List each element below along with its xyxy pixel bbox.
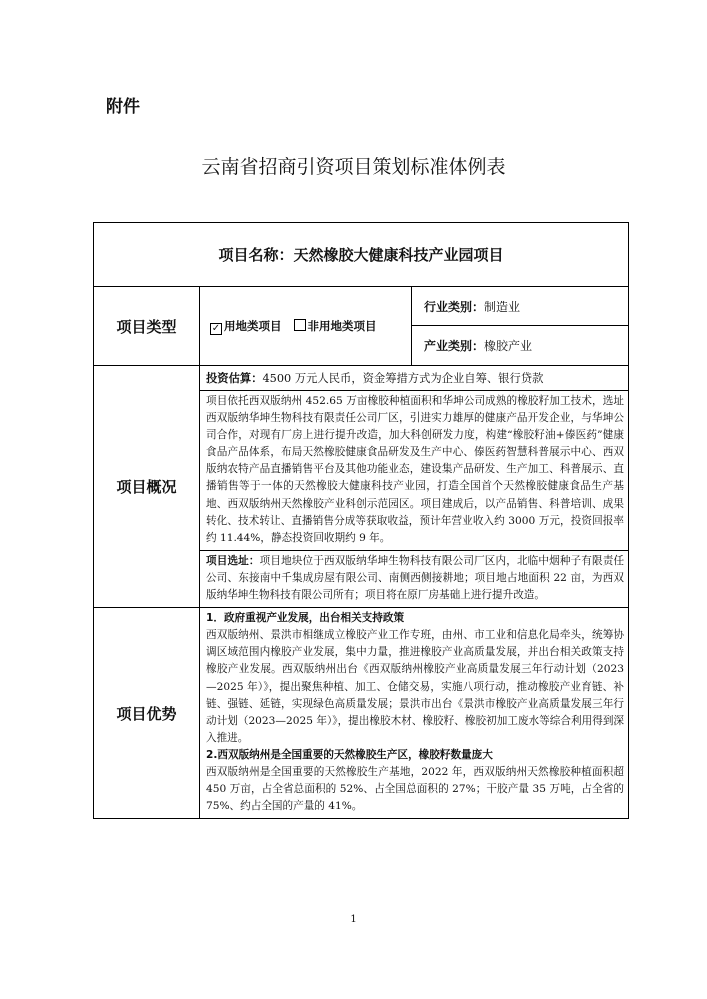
advantages-row [94, 608, 629, 819]
industry-label: 行业类别： [424, 299, 485, 314]
land-type-options [200, 287, 412, 366]
sector-category [412, 326, 629, 366]
project-overview-label: 项目概况 [94, 366, 200, 608]
nonland-project-option: 非用地类项目 [307, 318, 377, 333]
project-name-row [94, 223, 629, 287]
investment-estimate [200, 366, 629, 391]
attachment-label: 附件 [106, 97, 140, 117]
project-type-label: 项目类型 [94, 287, 200, 366]
advantage-heading-1: 1．政府重视产业发展，出台相关支持政策 [206, 612, 405, 625]
project-advantages [200, 608, 629, 819]
overview-row [94, 366, 629, 391]
sector-label: 产业类别： [424, 339, 485, 353]
site-text: 项目地块位于西双版纳华坤生物科技有限公司厂区内，北临中烟种子有限责任公司、东接南中千集成房屋有限公司、南侧西侧接耕地；项目地占地面积 22 亩，为西双版纳华坤生物科技有限公司所有；项目将在原厂房基础上进行提升改造。 [206, 554, 625, 602]
advantage-paragraph-1: 西双版纳州、景洪市相继成立橡胶产业工作专班，由州、市工业和信息化局牵头，统筹协调区域范围内橡胶产业发展，集中力量，推进橡胶产业高质量发展，并出台相关政策支持橡胶产业发展。西双版纳州出台《西双版纳州橡胶产业高质量发展三年行动计划（2023—2025 年）》，提出聚焦种植、加工、仓储交易，实施八项行动，推动橡胶产业育链、补链、强链、延链，实现绿色高质量发展；景洪市出台《景洪市橡胶产业高质量发展三年行动计划（2023—2025 年）》，提出橡胶木材、橡胶籽、橡胶初加工废水等综合利用得到深入推进。 [206, 629, 625, 744]
investment-label: 投资估算： [206, 372, 263, 385]
investment-text: 4500 万元人民币，资金筹措方式为企业自筹、银行贷款 [262, 372, 544, 385]
document-title: 云南省招商引资项目策划标准体例表 [201, 156, 506, 178]
land-project-option: 用地类项目 [224, 318, 282, 333]
industry-category [412, 287, 629, 326]
site-label: 项目选址： [206, 554, 260, 567]
project-name: 项目名称：天然橡胶大健康科技产业园项目 [94, 223, 629, 287]
checked-checkbox-icon[interactable]: ✓ [211, 322, 221, 334]
sector-value: 橡胶产业 [484, 339, 533, 353]
project-advantages-label: 项目优势 [94, 608, 200, 819]
project-type-row [94, 287, 629, 326]
project-site [200, 550, 629, 607]
advantage-heading-2: 2.西双版纳州是全国重要的天然橡胶生产区，橡胶籽数量庞大 [206, 748, 493, 761]
industry-value: 制造业 [484, 299, 521, 314]
project-form-table [93, 222, 629, 819]
project-summary: 项目依托西双版纳州 452.65 万亩橡胶种植面积和华坤公司成熟的橡胶籽加工技术，选址西双版纳华坤生物科技有限责任公司厂区，引进实力雄厚的健康产品开发企业，与华坤公司合作，对现有厂房上进行提升改造，加大科创研发力度，构建“橡胶籽油+傣医药”健康食品产品体系，布局天然橡胶健康食品研发及生产中心、傣医药智慧科普展示中心、西双版纳农特产品直播销售平台及其他功能业态，建设集产品研发、生产加工、科普展示、直播销售等于一体的天然橡胶大健康科技产业园，打造全国首个天然橡胶健康食品生产基地、西双版纳州天然橡胶产业科创示范园区。项目建成后，以产品销售、科普培训、成果转化、技术转让、直播销售分成等获取收益，预计年营业收入约 3000 万元，投资回报率约 11.44%，静态投资回收期约 9 年。 [200, 391, 629, 551]
advantage-paragraph-2: 西双版纳州是全国重要的天然橡胶生产基地，2022 年，西双版纳州天然橡胶种植面积超 450 万亩，占全省总面积的 52%、占全国总面积的 27%；干胶产量 35 万吨，占全省的 75%、约占全国的产量的 41%。 [206, 765, 625, 813]
page-number: 1 [350, 914, 357, 925]
unchecked-checkbox-icon[interactable] [294, 319, 306, 331]
